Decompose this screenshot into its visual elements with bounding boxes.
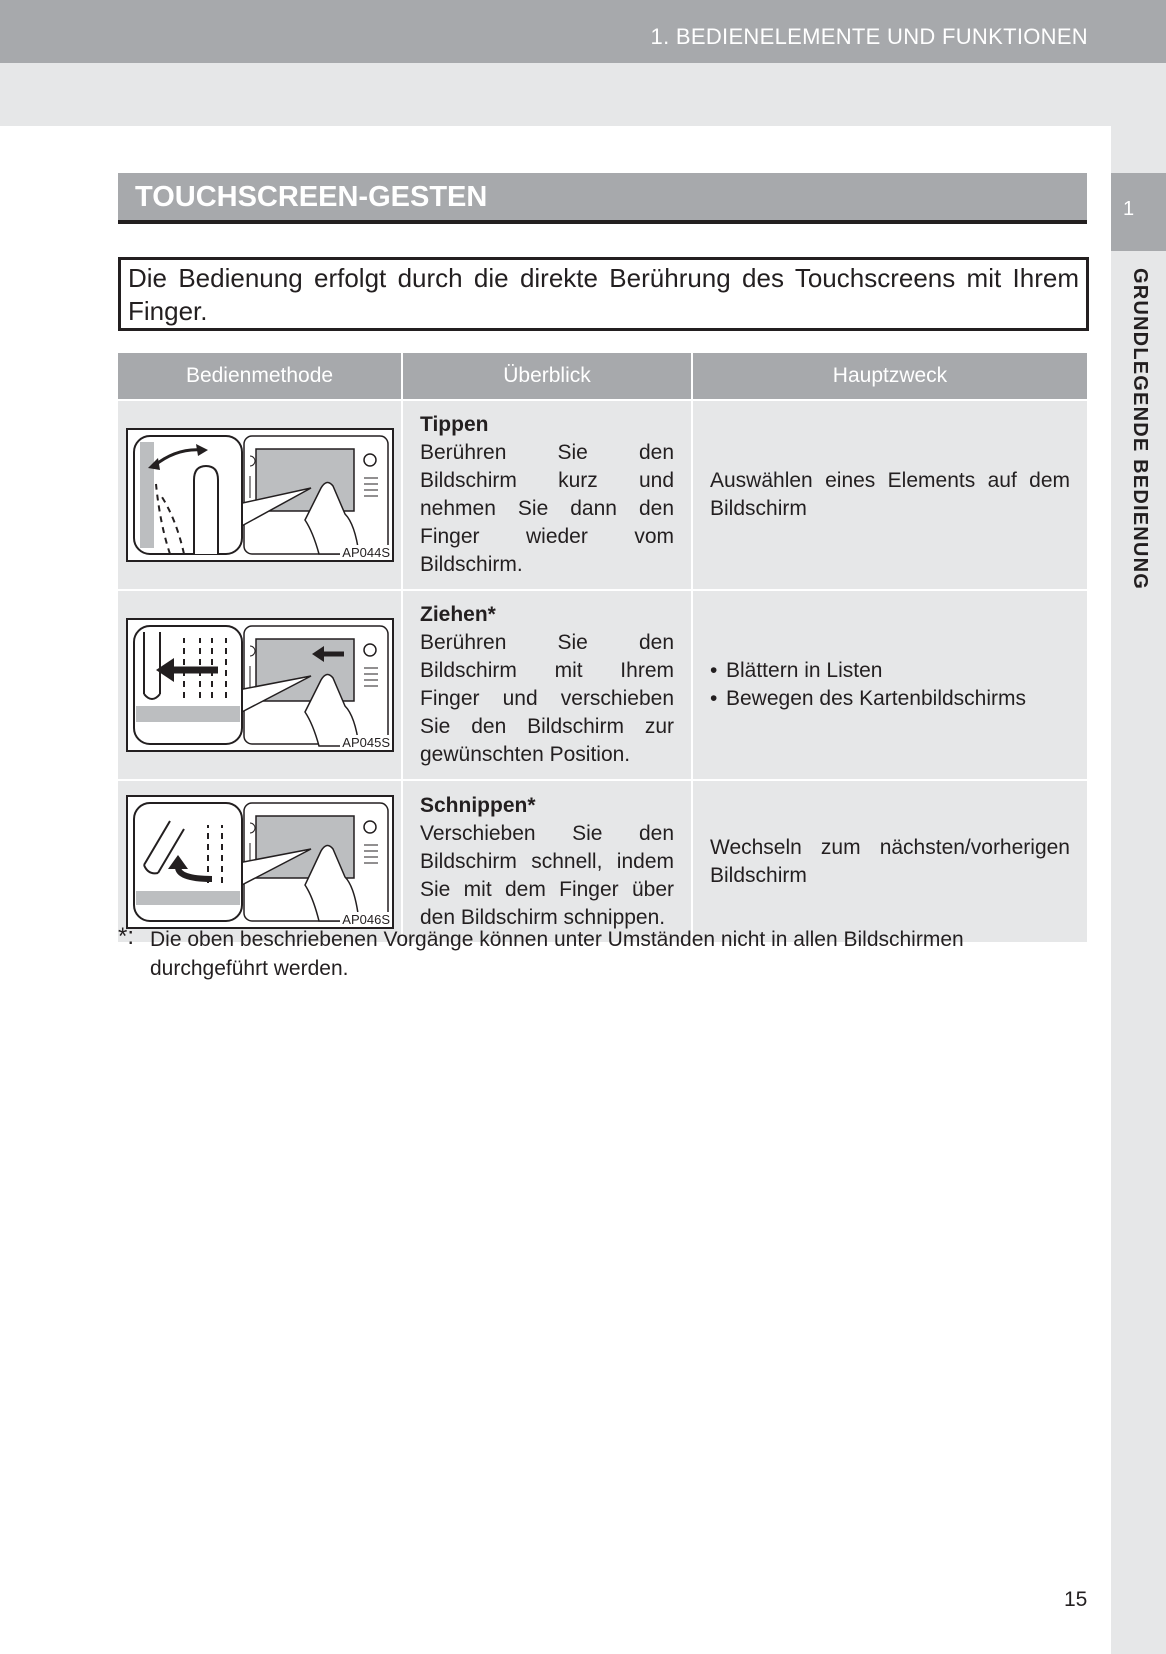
table-row-flick [118, 780, 1087, 942]
gesture-description: Verschieben Sie den Bildschirm schnell, indem Sie mit dem Finger über den Bildschirm schnippen. [420, 821, 674, 929]
column-header-overview: Überblick [402, 353, 692, 400]
chapter-title: 1. BEDIENELEMENTE UND FUNKTIONEN [650, 24, 1088, 49]
gesture-table [118, 353, 1087, 942]
overview-cell [402, 780, 692, 942]
method-cell [118, 400, 402, 590]
purpose-cell [692, 780, 1087, 942]
table-header-row [118, 353, 1087, 400]
column-header-purpose: Hauptzweck [692, 353, 1087, 400]
list-item: • Blättern in Listen [710, 657, 1070, 685]
section-title-bar [118, 173, 1087, 224]
column-header-method: Bedienmethode [118, 353, 402, 400]
footnote-text: Die oben beschriebenen Vorgänge können unter Umständen nicht in allen Bildschirmen durchgeführt werden. [150, 928, 964, 980]
gesture-description: Berühren Sie den Bildschirm mit Ihrem Finger und verschieben Sie den Bildschirm zur gewünschten Position. [420, 631, 674, 766]
chapter-tab-number: 1 [1123, 198, 1135, 220]
tap-illustration [126, 428, 394, 562]
table-row-tap [118, 400, 1087, 590]
chapter-header-bar [0, 0, 1166, 63]
table-row-drag [118, 590, 1087, 780]
chapter-tab [1111, 173, 1166, 251]
gesture-title: Schnippen* [420, 793, 536, 817]
intro-box: Die Bedienung erfolgt durch die direkte Berührung des Touchscreens mit Ihrem Finger. [118, 257, 1089, 331]
drag-gesture-icon [126, 618, 394, 752]
drag-illustration [126, 618, 394, 752]
flick-gesture-icon [126, 795, 394, 929]
gesture-purpose: Wechseln zum nächsten/vorherigen Bildschirm [710, 835, 1070, 887]
method-cell [118, 780, 402, 942]
footnote [118, 925, 1073, 983]
overview-cell [402, 590, 692, 780]
header-band [0, 63, 1166, 126]
section-title: TOUCHSCREEN-GESTEN [135, 181, 488, 213]
gesture-title: Ziehen* [420, 603, 496, 626]
purpose-list [710, 657, 1070, 713]
purpose-cell [692, 400, 1087, 590]
tap-gesture-icon [126, 428, 394, 562]
illustration-code: AP046S [342, 911, 390, 927]
flick-illustration [126, 795, 394, 929]
footnote-mark: *: [118, 923, 135, 950]
overview-cell [402, 400, 692, 590]
gesture-description: Berühren Sie den Bildschirm kurz und nehmen Sie dann den Finger wieder vom Bildschirm. [420, 441, 674, 576]
page-number: 15 [1064, 1588, 1088, 1611]
gesture-title: Tippen [420, 413, 489, 436]
illustration-code: AP044S [342, 545, 390, 560]
purpose-cell [692, 590, 1087, 780]
gesture-purpose: Auswählen eines Elements auf dem Bildschirm [710, 469, 1070, 520]
method-cell [118, 590, 402, 780]
chapter-side-label: GRUNDLEGENDE BEDIENUNG [1129, 268, 1151, 590]
illustration-code: AP045S [342, 735, 390, 750]
list-item: • Bewegen des Kartenbildschirms [710, 685, 1070, 713]
